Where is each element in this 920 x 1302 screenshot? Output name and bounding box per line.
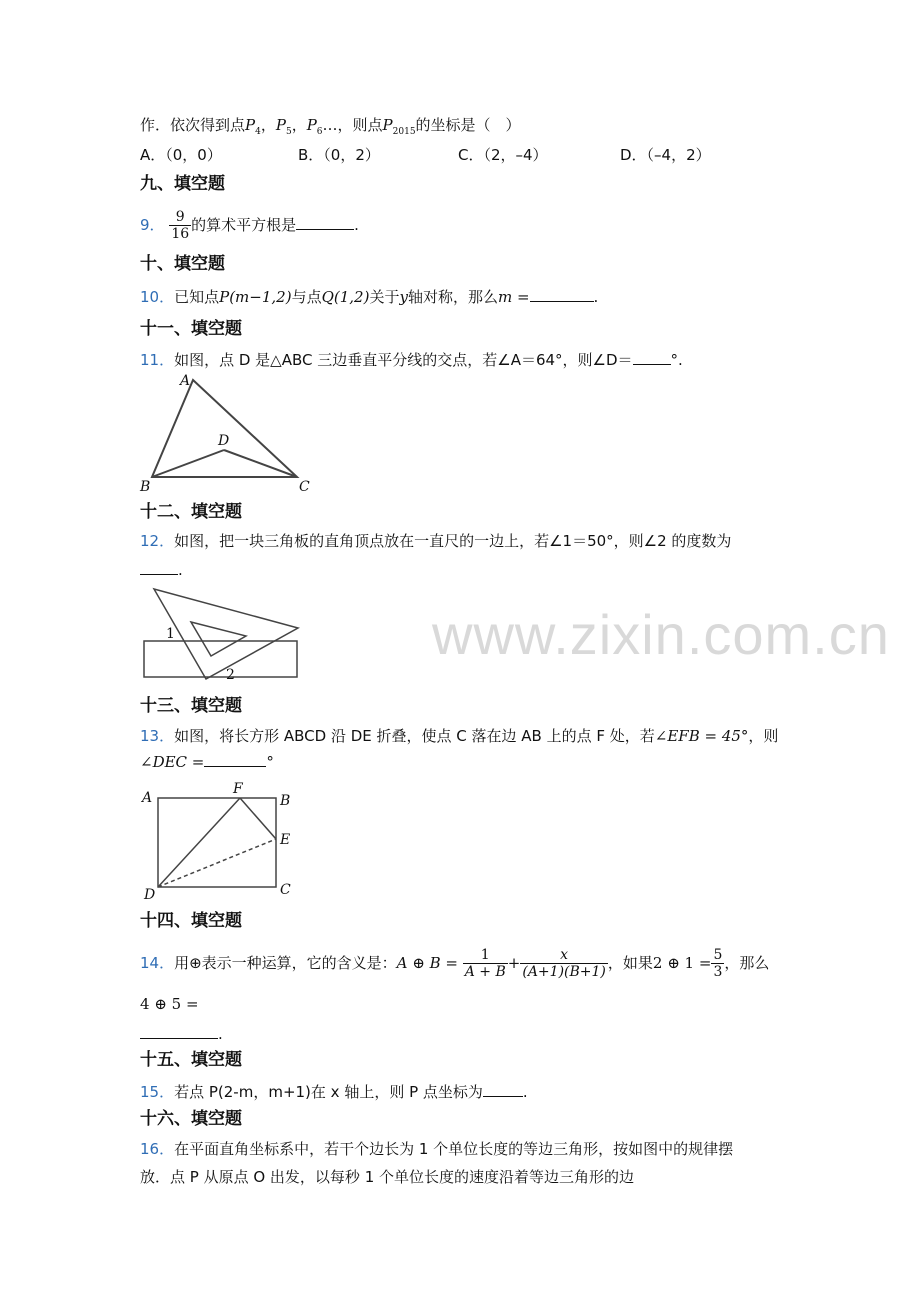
q16-line-2: 放．点 P 从原点 O 出发，以每秒 1 个单位长度的速度沿着等边三角形的边 — [140, 1168, 635, 1186]
q9-fraction: $\frac{9}{16}$ — [171, 209, 190, 242]
q13-line: 13．如图，将长方形 ABCD 沿 DE 折叠，使点 C 落在边 AB 上的点 F 处，若∠EFB = 45°，则 — [140, 727, 779, 745]
set-square-outer — [154, 589, 298, 679]
label-angle-2: 2 — [226, 667, 235, 683]
q9-line: 9． $\frac{9}{16}$ 的算术平方根是 . — [140, 209, 359, 242]
label-d: D — [144, 887, 156, 903]
segment-de-dashed — [158, 839, 276, 887]
segment-bd — [152, 450, 224, 477]
label-e: E — [280, 832, 291, 848]
q13-line-2: ∠DEC = ° — [140, 753, 274, 771]
triangle-abc — [152, 380, 297, 477]
fraction-1: $\frac{1}{A + B}$ — [464, 947, 506, 980]
segment-dc — [224, 450, 297, 477]
label-f: F — [233, 781, 243, 797]
fraction-2: $\frac{x}{(A+1)(B+1)}$ — [522, 947, 606, 980]
triangle-abc-figure — [136, 370, 326, 496]
label-b: B — [140, 479, 151, 495]
label-a: A — [142, 790, 153, 806]
label-c: C — [299, 479, 310, 495]
q14-line-2: 4 ⊕ 5 = — [140, 995, 199, 1013]
label-angle-1: 1 — [166, 626, 175, 642]
answer-blank[interactable] — [204, 752, 266, 767]
q8-option-a: A．（0，0） — [140, 146, 222, 164]
section-heading-15: 十五、填空题 — [140, 1050, 242, 1070]
segment-fe — [240, 798, 276, 839]
q16-line-1: 16．在平面直角坐标系中，若干个边长为 1 个单位长度的等边三角形，按如图中的规律摆 — [140, 1140, 734, 1158]
watermark: www.zixin.com.cn — [432, 603, 890, 666]
answer-blank[interactable] — [530, 287, 594, 302]
answer-blank[interactable] — [140, 1024, 218, 1039]
q15-line: 15．若点 P(2-m，m+1)在 x 轴上，则 P 点坐标为 . — [140, 1083, 528, 1101]
label-b: B — [280, 793, 291, 809]
segment-df — [158, 798, 240, 887]
rectangle-abcd — [158, 798, 276, 887]
q14-line: 14．用⊕表示一种运算，它的含义是：A ⊕ B = $\frac{1}{A + B}$ + $\frac{x}{(A+1)(B+1)}$ ，如果2 ⊕ 1 = $\frac{5}{3}$ ，那么 — [140, 947, 770, 980]
section-heading-9: 九、填空题 — [140, 174, 225, 194]
section-heading-13: 十三、填空题 — [140, 696, 242, 716]
set-square-inner — [191, 622, 246, 656]
answer-blank[interactable] — [483, 1082, 523, 1097]
section-heading-16: 十六、填空题 — [140, 1109, 242, 1129]
section-heading-10: 十、填空题 — [140, 254, 225, 274]
label-a: A — [180, 373, 191, 389]
label-c: C — [280, 882, 291, 898]
q8-line: 作．依次得到点$P_4$，$P_5$，$P_6\dots$，则点$P_{2015}$的坐标是（ ） — [140, 116, 521, 137]
q14-line-3: . — [140, 1024, 223, 1044]
answer-blank[interactable] — [633, 350, 671, 365]
q11-line: 11．如图，点 D 是△ABC 三边垂直平分线的交点，若∠A＝64°，则∠D＝ °. — [140, 351, 683, 369]
fraction-3: $\frac{5}{3}$ — [713, 947, 723, 980]
q8-option-c: C．（2，–4） — [458, 146, 548, 164]
q12-line: 12．如图，把一块三角板的直角顶点放在一直尺的一边上，若∠1＝50°，则∠2 的度数为 — [140, 532, 732, 550]
answer-blank[interactable] — [296, 215, 354, 230]
q12-line-2: . — [140, 560, 183, 580]
rectangle-fold-figure — [136, 778, 302, 904]
section-heading-14: 十四、填空题 — [140, 911, 242, 931]
label-d: D — [218, 433, 230, 449]
section-heading-11: 十一、填空题 — [140, 319, 242, 339]
ruler-triangle-figure — [136, 584, 306, 684]
section-heading-12: 十二、填空题 — [140, 502, 242, 522]
q10-line: 10．已知点P(m−1,2)与点Q(1,2)关于y轴对称，那么m = . — [140, 288, 599, 306]
q8-option-d: D．（–4，2） — [620, 146, 711, 164]
q8-option-b: B．（0，2） — [298, 146, 380, 164]
answer-blank[interactable] — [140, 560, 178, 575]
